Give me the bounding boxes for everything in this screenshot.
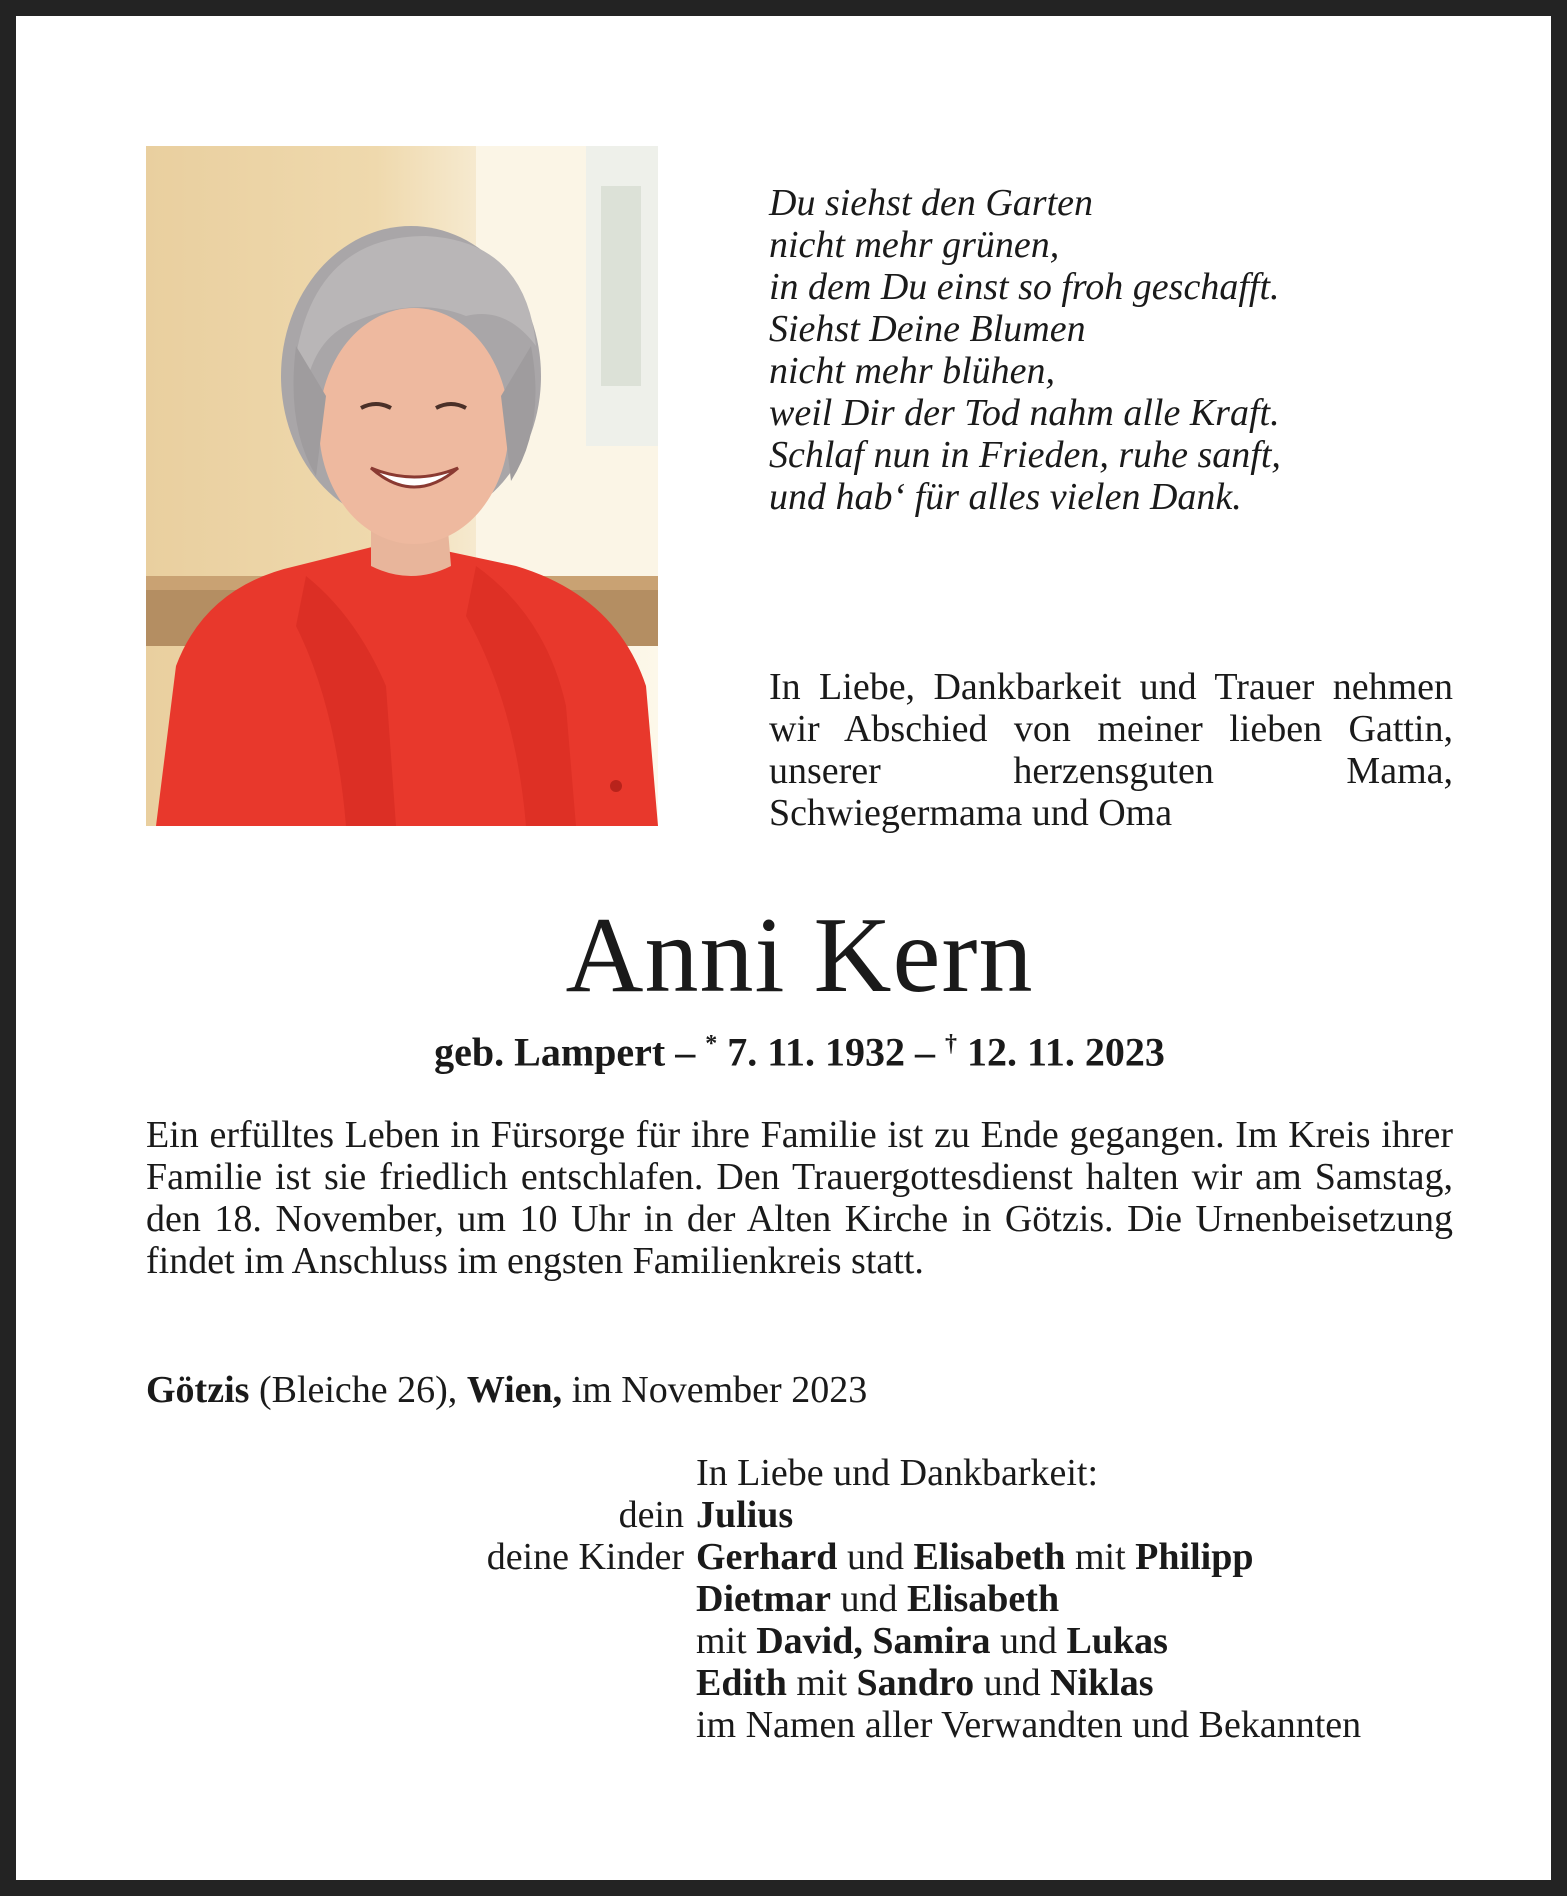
died-symbol: † — [945, 1031, 958, 1057]
born-symbol: * — [705, 1031, 718, 1057]
signature-heading-row — [316, 1452, 1516, 1494]
signature-closing: im Namen aller Verwandten und Bekannten — [696, 1704, 1362, 1746]
signature-row-spouse — [316, 1494, 1516, 1536]
poem-line: nicht mehr grünen, — [769, 224, 1060, 266]
poem-line: Schlaf nun in Frieden, ruhe sanft, — [769, 434, 1281, 476]
life-dates: geb. Lampert – * 7. 11. 1932 – † 12. 11. 2023 — [434, 1029, 1165, 1075]
poem-line: Du siehst den Garten — [769, 182, 1094, 224]
signature-row: Edith mit Sandro und Niklas — [696, 1662, 1154, 1704]
intro-paragraph: In Liebe, Dankbarkeit und Trauer nehmen wir Abschied von meiner lieben Gattin, unserer herzensguten Mama, Schwiegermama und Oma — [769, 666, 1453, 834]
address: (Bleiche 26), — [249, 1369, 467, 1411]
signature-closing-row — [316, 1704, 1516, 1746]
label-children: deine Kinder — [486, 1536, 684, 1578]
city: Wien, — [466, 1369, 563, 1411]
portrait-photo — [146, 146, 658, 826]
signature-block — [316, 1452, 1516, 1746]
poem-line: in dem Du einst so froh geschafft. — [769, 266, 1280, 308]
town: Götzis — [146, 1369, 250, 1411]
birth-date: 7. 11. 1932 — [717, 1029, 906, 1075]
poem-line: nicht mehr blühen, — [769, 350, 1056, 392]
poem-line: weil Dir der Tod nahm alle Kraft. — [769, 392, 1280, 434]
poem-line: Siehst Deine Blumen — [769, 308, 1086, 350]
poem-line: und hab‘ für alles vielen Dank. — [769, 476, 1242, 518]
date-line: im November 2023 — [562, 1369, 868, 1411]
place-and-date — [146, 1368, 867, 1412]
spouse-name: Julius — [696, 1494, 794, 1536]
signature-row: mit David, Samira und Lukas — [696, 1620, 1168, 1662]
signature-heading: In Liebe und Dankbarkeit: — [696, 1452, 1099, 1494]
label-spouse: dein — [618, 1494, 684, 1536]
death-date: 12. 11. 2023 — [957, 1029, 1165, 1075]
announcement-paragraph: Ein erfülltes Leben in Fürsorge für ihre Familie ist zu Ende gegangen. Im Kreis ihrer Familie ist sie friedlich entschlafen. Den Trauergottesdienst halten wir am Samstag, den 18. November, um 10 Uhr in der Alten Kirche in Götzis. Die Urnenbeisetzung findet im Anschluss im engsten Familienkreis statt. — [146, 1114, 1453, 1282]
signature-row: Dietmar und Elisabeth — [696, 1578, 1060, 1620]
signature-row-children: deine Kinder Gerhard und Elisabeth mit Philipp — [316, 1536, 1516, 1578]
deceased-name: Anni Kern — [565, 896, 1034, 1015]
maiden-name: geb. Lampert — [434, 1029, 666, 1075]
poem — [769, 182, 1489, 518]
